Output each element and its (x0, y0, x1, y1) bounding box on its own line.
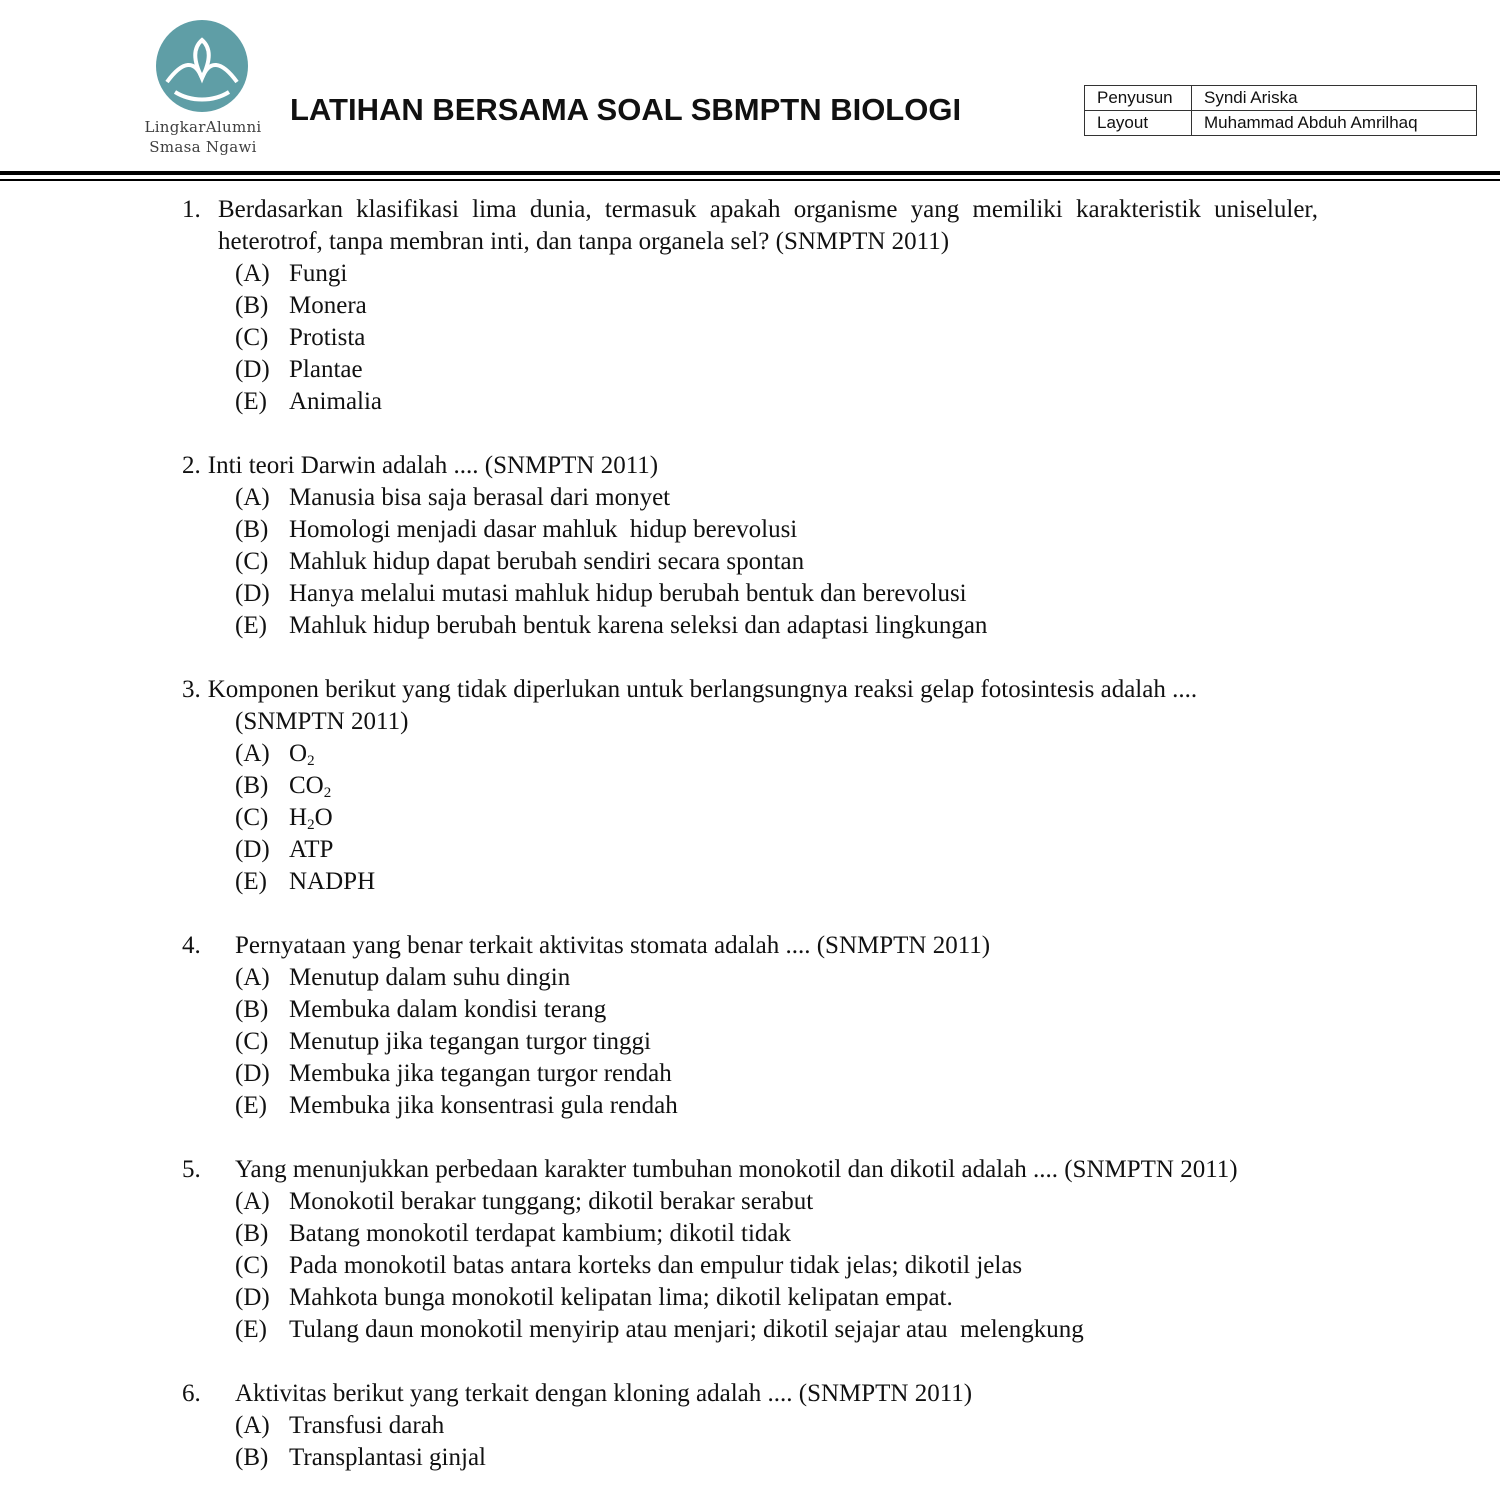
option-text: Monokotil berakar tunggang; dikotil berakar serabut (289, 1188, 814, 1215)
option-label: (B) (235, 996, 269, 1023)
question-stem (182, 930, 1318, 962)
option-d (235, 834, 1318, 866)
option-text: Menutup jika tegangan turgor tinggi (289, 1028, 651, 1055)
formula-part: O (289, 740, 308, 767)
option-a (235, 1186, 1318, 1218)
question-3 (182, 674, 1318, 898)
option-d (235, 1282, 1318, 1314)
question-text-continued: (SNMPTN 2011) (235, 708, 409, 735)
credits-table (1084, 85, 1477, 136)
option-text: Hanya melalui mutasi mahluk hidup berubah bentuk dan berevolusi (289, 580, 967, 607)
question-text: Inti teori Darwin adalah .... (SNMPTN 2011) (207, 452, 659, 479)
option-label: (C) (235, 548, 269, 575)
option-c (235, 1026, 1318, 1058)
formula-part: H (289, 804, 308, 831)
option-text: Monera (289, 292, 367, 319)
option-text: Mahkota bunga monokotil kelipatan lima; dikotil kelipatan empat. (289, 1284, 953, 1311)
option-label: (A) (235, 964, 270, 991)
option-label: (E) (235, 612, 267, 639)
question-stem (182, 194, 1318, 258)
option-e (235, 866, 1318, 898)
question-number: 5. (182, 1156, 201, 1183)
option-list (182, 738, 1318, 898)
option-label: (C) (235, 1028, 269, 1055)
option-c (235, 546, 1318, 578)
option-e (235, 1090, 1318, 1122)
option-d (235, 578, 1318, 610)
option-text: ATP (289, 836, 334, 863)
option-label: (D) (235, 1284, 270, 1311)
question-text: Berdasarkan klasifikasi lima dunia, termasuk apakah organisme yang memiliki karakteristik uniseluler, heterotrof, tanpa membran inti, dan tanpa organela sel? (SNMPTN 2011) (218, 196, 1318, 255)
option-label: (A) (235, 1188, 270, 1215)
option-label: (C) (235, 324, 269, 351)
option-label: (D) (235, 1060, 270, 1087)
lingkar-alumni-logo (128, 20, 278, 160)
option-label: (C) (235, 1252, 269, 1279)
option-b (235, 514, 1318, 546)
question-text: Komponen berikut yang tidak diperlukan untuk berlangsungnya reaksi gelap fotosintesis adalah .... (207, 676, 1198, 703)
option-label: (A) (235, 260, 270, 287)
option-text: Transplantasi ginjal (289, 1444, 486, 1471)
option-d (235, 1058, 1318, 1090)
question-number: 1. (182, 196, 201, 223)
lotus-logo-icon (153, 20, 251, 112)
option-text: Plantae (289, 356, 363, 383)
question-number: 6. (182, 1380, 201, 1407)
question-list (182, 194, 1318, 1506)
credit-key: Penyusun (1085, 86, 1192, 111)
option-list (182, 1410, 1318, 1474)
option-list (182, 962, 1318, 1122)
option-label: (D) (235, 580, 270, 607)
option-b (235, 290, 1318, 322)
option-label: (B) (235, 516, 269, 543)
option-text: Menutup dalam suhu dingin (289, 964, 571, 991)
formula-subscript: 2 (307, 753, 315, 769)
option-text: Animalia (289, 388, 383, 415)
option-c (235, 1250, 1318, 1282)
option-c (235, 322, 1318, 354)
option-label: (B) (235, 292, 269, 319)
option-text: Transfusi darah (289, 1412, 445, 1439)
question-stem (182, 1154, 1318, 1186)
option-label: (C) (235, 804, 269, 831)
formula-part: O (314, 804, 333, 831)
question-number: 2. (182, 452, 201, 479)
question-text: Yang menunjukkan perbedaan karakter tumbuhan monokotil dan dikotil adalah .... (SNMPTN 2011) (235, 1156, 1238, 1183)
option-a (235, 962, 1318, 994)
option-e (235, 1314, 1318, 1346)
option-text: Mahluk hidup dapat berubah sendiri secara spontan (289, 548, 805, 575)
option-list (182, 482, 1318, 642)
formula-subscript: 2 (307, 817, 315, 833)
option-label: (D) (235, 356, 270, 383)
option-text: Batang monokotil terdapat kambium; dikotil tidak (289, 1220, 792, 1247)
logo-school: Smasa Ngawi (149, 138, 257, 156)
option-formula (289, 738, 1318, 770)
option-label: (B) (235, 772, 269, 799)
page-header (0, 0, 1500, 185)
option-text: Manusia bisa saja berasal dari monyet (289, 484, 671, 511)
question-5 (182, 1154, 1318, 1346)
formula-part: CO (289, 772, 324, 799)
option-label: (A) (235, 740, 270, 767)
option-text: Protista (289, 324, 366, 351)
option-text: Membuka jika tegangan turgor rendah (289, 1060, 672, 1087)
option-label: (B) (235, 1220, 269, 1247)
logo-name: LingkarAlumni (144, 118, 262, 136)
option-formula (289, 802, 1318, 834)
option-a (235, 482, 1318, 514)
option-list (182, 258, 1318, 418)
question-6 (182, 1378, 1318, 1474)
credit-value: Syndi Ariska (1192, 86, 1477, 111)
option-b (235, 1442, 1318, 1474)
option-label: (D) (235, 836, 270, 863)
question-stem (182, 674, 1318, 706)
option-label: (B) (235, 1444, 269, 1471)
question-text: Pernyataan yang benar terkait aktivitas stomata adalah .... (SNMPTN 2011) (235, 932, 991, 959)
option-label: (E) (235, 388, 267, 415)
option-text: Membuka jika konsentrasi gula rendah (289, 1092, 678, 1119)
option-label: (A) (235, 1412, 270, 1439)
option-label: (E) (235, 868, 267, 895)
question-number: 4. (182, 932, 201, 959)
header-rule-thin (0, 179, 1500, 181)
option-text: Fungi (289, 260, 348, 287)
option-list (182, 1186, 1318, 1346)
option-d (235, 354, 1318, 386)
option-text: NADPH (289, 868, 376, 895)
option-b (235, 994, 1318, 1026)
question-stem (182, 450, 1318, 482)
formula-subscript: 2 (323, 785, 332, 801)
question-number: 3. (182, 676, 201, 703)
credits-row (1085, 111, 1477, 136)
credits-row (1085, 86, 1477, 111)
header-rule-thick (0, 171, 1500, 175)
question-4 (182, 930, 1318, 1122)
option-e (235, 386, 1318, 418)
option-text: Membuka dalam kondisi terang (289, 996, 607, 1023)
option-text: Tulang daun monokotil menyirip atau menjari; dikotil sejajar atau melengkung (289, 1316, 1084, 1343)
option-label: (A) (235, 484, 270, 511)
option-text: Pada monokotil batas antara korteks dan empulur tidak jelas; dikotil jelas (289, 1252, 1023, 1279)
credit-key: Layout (1085, 111, 1192, 136)
question-stem (182, 1378, 1318, 1410)
question-1 (182, 194, 1318, 418)
option-e (235, 610, 1318, 642)
option-label: (E) (235, 1092, 267, 1119)
option-text: Homologi menjadi dasar mahluk hidup berevolusi (289, 516, 798, 543)
option-a (235, 258, 1318, 290)
option-formula (289, 770, 1318, 802)
option-b (235, 770, 1318, 802)
question-text: Aktivitas berikut yang terkait dengan kloning adalah .... (SNMPTN 2011) (235, 1380, 973, 1407)
option-a (235, 738, 1318, 770)
page-title: LATIHAN BERSAMA SOAL SBMPTN BIOLOGI (290, 92, 962, 127)
question-2 (182, 450, 1318, 642)
option-b (235, 1218, 1318, 1250)
option-a (235, 1410, 1318, 1442)
option-text: Mahluk hidup berubah bentuk karena seleksi dan adaptasi lingkungan (289, 612, 988, 639)
option-c (235, 802, 1318, 834)
option-label: (E) (235, 1316, 267, 1343)
credit-value: Muhammad Abduh Amrilhaq (1192, 111, 1477, 136)
